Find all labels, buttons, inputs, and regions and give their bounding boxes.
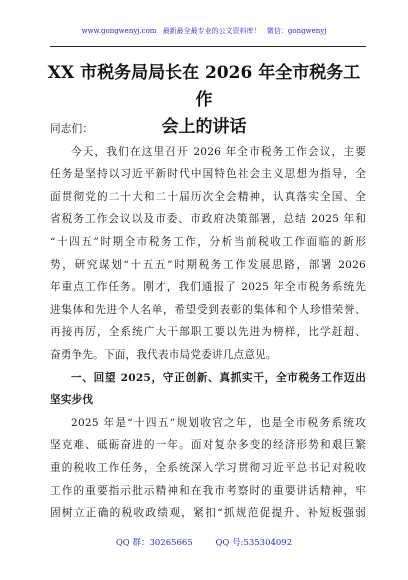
body-line: 面贯彻党的二十大和二十届历次全会精神，认真落实全国、全: [50, 190, 366, 203]
body-line: “十四五”时期全市税务工作，分析当前税收工作面临的新形: [50, 235, 366, 248]
body-line: 年重点工作任务。刚才，我们通报了 2025 年全市税务系统先: [50, 281, 366, 294]
body-line: 奋勇争先。下面，我代表市局党委讲几点意见。: [50, 348, 277, 361]
header-wechat: 微信：gongwenyj: [266, 27, 327, 35]
section-heading-line-1: 一、回望 2025，守正创新、真抓实干，全市税务工作迈出: [71, 371, 366, 384]
body-line: 进集体和先进个人名单，希望受到表彰的集体和个人珍惜荣誉、: [50, 303, 366, 316]
header-site-link[interactable]: www.gongwenyj.com: [81, 27, 157, 35]
footer-qq-number: QQ 号:535304092: [215, 538, 293, 548]
body-line: 再接再厉，全系统广大干部职工要以先进为榜样，比学赶超、: [50, 326, 366, 339]
footer-qq-group: QQ 群：30265665: [115, 538, 193, 548]
body-line: 工作的重要指示批示精神和在我市考察时的重要讲话精神，牢: [50, 484, 366, 497]
body-line: 坚克难、砥砺奋进的一年。面对复杂多变的经济形势和艰巨繁: [50, 439, 366, 452]
body-line: 重的税收工作任务，全系统深入学习贯彻习近平总书记对税收: [50, 461, 366, 474]
page-footer: [0, 536, 408, 548]
body-line: 固树立正确的税收政绩观，紧扣“抓规范促提升、补短板强弱: [50, 507, 366, 520]
document-body: [50, 118, 366, 525]
body-line: 今天，我们在这里召开 2026 年全市税务工作会议，主要: [71, 145, 366, 158]
body-line: 势，研究谋划“十五五”时期税务工作发展思路，部署 2026: [50, 258, 366, 271]
section-heading-line-2: 坚实步伐: [50, 394, 94, 407]
salutation: 同志们：: [50, 123, 94, 135]
header-slogan: 最新最全最专业的公文资料库！: [162, 27, 261, 35]
body-line: 任务是坚持以习近平新时代中国特色社会主义思想为指导，全: [50, 168, 366, 181]
title-line-2: 会上的讲话: [161, 117, 247, 137]
header-divider: [50, 46, 366, 47]
page-header: [0, 26, 408, 36]
body-line: 2025 年是“十四五”规划收官之年，也是全市税务系统攻: [71, 416, 366, 429]
title-line-1: XX 市税务局局长在 2026 年全市税务工作: [47, 63, 361, 110]
body-line: 省税务工作会议以及市委、市政府决策部署，总结 2025 年和: [50, 213, 366, 226]
